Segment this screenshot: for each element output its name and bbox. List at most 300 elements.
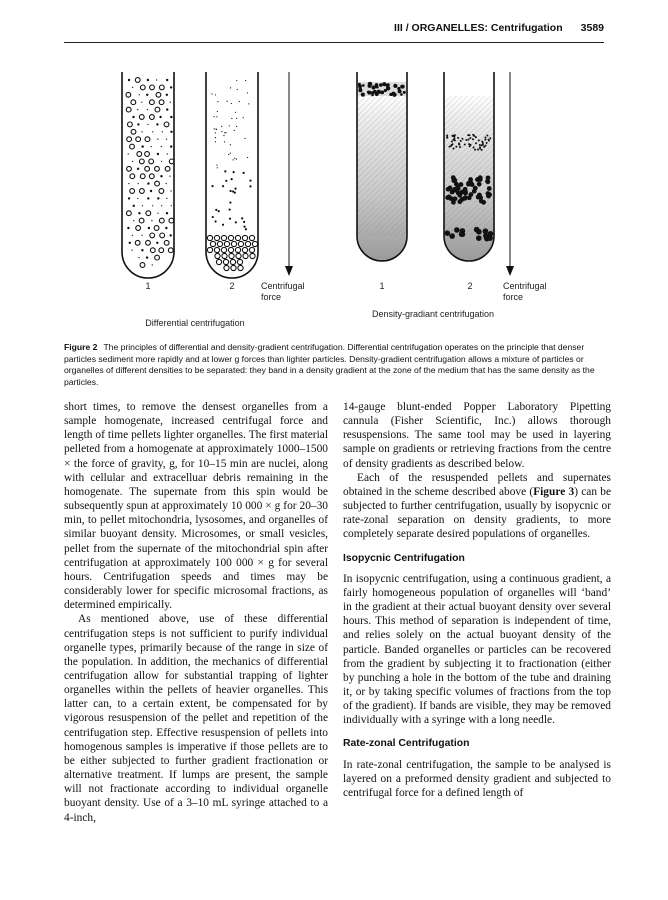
band-particle bbox=[484, 236, 490, 242]
diff-tube-1 bbox=[122, 72, 174, 278]
rate-zonal-heading: Rate-zonal Centrifugation bbox=[343, 738, 470, 750]
ring-particle bbox=[150, 233, 155, 238]
band-particle bbox=[488, 139, 490, 141]
fine-particle bbox=[162, 131, 163, 132]
fine-particle bbox=[132, 235, 133, 236]
sample-particle bbox=[398, 89, 402, 93]
dg-tube-1-label: 1 bbox=[379, 281, 385, 291]
dot-particle bbox=[132, 116, 134, 118]
band-particle bbox=[451, 175, 456, 180]
band-particle bbox=[486, 194, 491, 199]
dot-particle bbox=[234, 187, 236, 189]
pellet-particle bbox=[242, 247, 247, 252]
fine-particle bbox=[161, 205, 162, 206]
ring-particle bbox=[135, 240, 140, 245]
fine-particle bbox=[152, 264, 153, 265]
dot-particle bbox=[236, 126, 237, 127]
header-rule bbox=[64, 42, 604, 43]
right-column bbox=[343, 400, 611, 800]
band-particle bbox=[469, 181, 474, 186]
dot-particle bbox=[236, 158, 237, 159]
band-particle bbox=[462, 196, 467, 201]
band-particle bbox=[472, 138, 474, 140]
dg-tube-1-sample-layer bbox=[357, 82, 407, 97]
dot-particle bbox=[156, 123, 158, 125]
dot-particle bbox=[137, 123, 139, 125]
pellet-particle bbox=[215, 253, 220, 258]
band-particle bbox=[477, 182, 482, 187]
band-particle bbox=[459, 231, 465, 237]
figure-caption bbox=[64, 342, 612, 388]
fine-particle bbox=[141, 102, 142, 103]
dot-particle bbox=[237, 89, 238, 90]
ring-particle bbox=[140, 85, 145, 90]
ring-particle bbox=[149, 100, 154, 105]
sample-particle bbox=[389, 93, 392, 96]
ring-particle bbox=[164, 122, 169, 127]
right-paragraph-2-start: Each of the resuspended pellets and supernates obtained in the scheme described above ( bbox=[343, 471, 611, 498]
sample-particle bbox=[400, 93, 403, 96]
dot-particle bbox=[212, 216, 214, 218]
band-particle bbox=[486, 142, 488, 144]
fine-particle bbox=[166, 198, 167, 199]
dg-arrow-label-line2: force bbox=[503, 292, 524, 302]
dot-particle bbox=[129, 242, 131, 244]
pellet-particle bbox=[250, 253, 255, 258]
dot-particle bbox=[222, 185, 224, 187]
band-particle bbox=[455, 146, 457, 148]
running-head-section: III / ORGANELLES: Centrifugation bbox=[394, 22, 563, 34]
running-head bbox=[64, 22, 604, 40]
dot-particle bbox=[128, 197, 130, 199]
dot-particle bbox=[248, 103, 249, 104]
band-particle bbox=[454, 182, 459, 187]
dot-particle bbox=[127, 227, 129, 229]
ring-particle bbox=[146, 211, 151, 216]
dot-particle bbox=[243, 117, 244, 118]
ring-particle bbox=[155, 166, 160, 171]
band-particle bbox=[446, 135, 448, 137]
fine-particle bbox=[170, 190, 171, 191]
right-paragraph-2-end: ) can be subjected to further centrifugation, usually by isopycnic or rate-zonal separation on density gradients, to more completely separate desired populations of organelles. bbox=[343, 485, 612, 541]
fine-particle bbox=[128, 153, 129, 154]
ring-particle bbox=[159, 189, 164, 194]
fine-particle bbox=[137, 183, 138, 184]
dot-particle bbox=[229, 201, 231, 203]
band-particle bbox=[450, 145, 452, 147]
fine-particle bbox=[166, 139, 167, 140]
fine-particle bbox=[138, 257, 139, 258]
sample-particle bbox=[373, 90, 377, 94]
ring-particle bbox=[130, 144, 135, 149]
sample-particle bbox=[367, 91, 370, 94]
band-particle bbox=[486, 135, 488, 137]
dot-particle bbox=[214, 128, 215, 129]
band-particle bbox=[465, 139, 467, 141]
dot-particle bbox=[213, 116, 214, 117]
band-particle bbox=[451, 135, 453, 137]
ring-particle bbox=[159, 85, 164, 90]
band-particle bbox=[467, 134, 469, 136]
ring-particle bbox=[145, 137, 150, 142]
fine-particle bbox=[157, 139, 158, 140]
left-column bbox=[64, 400, 328, 825]
dot-particle bbox=[218, 210, 220, 212]
rate-zonal-paragraph: In rate-zonal centrifugation, the sample to be analysed is layered on a preformed density gradient and subjected to centrifugal force for a defined length of bbox=[343, 758, 611, 799]
fine-particle bbox=[139, 94, 140, 95]
band-particle bbox=[483, 228, 489, 234]
fine-particle bbox=[165, 183, 166, 184]
dot-particle bbox=[230, 152, 231, 153]
fine-particle bbox=[141, 131, 142, 132]
ring-particle bbox=[155, 107, 160, 112]
fine-particle bbox=[142, 205, 143, 206]
pellet-particle bbox=[228, 235, 233, 240]
band-particle bbox=[458, 142, 460, 144]
band-particle bbox=[474, 227, 480, 233]
dot-particle bbox=[233, 171, 235, 173]
dot-particle bbox=[166, 108, 168, 110]
band-particle bbox=[475, 142, 477, 144]
ring-particle bbox=[130, 174, 135, 179]
band-particle bbox=[479, 148, 481, 150]
dot-particle bbox=[224, 132, 225, 133]
pellet-particle bbox=[224, 265, 229, 270]
dot-particle bbox=[245, 228, 247, 230]
dot-particle bbox=[234, 192, 236, 194]
band-particle bbox=[451, 143, 453, 145]
sample-particle bbox=[368, 84, 372, 88]
dot-particle bbox=[169, 234, 171, 236]
pellet-particle bbox=[207, 247, 212, 252]
sample-particle bbox=[403, 91, 406, 94]
pellet-particle bbox=[224, 241, 229, 246]
band-particle bbox=[453, 137, 455, 139]
ring-particle bbox=[155, 181, 160, 186]
dot-particle bbox=[148, 227, 150, 229]
ring-particle bbox=[159, 100, 164, 105]
dot-particle bbox=[236, 118, 237, 119]
sample-particle bbox=[358, 84, 361, 87]
sample-particle bbox=[375, 85, 378, 88]
ring-particle bbox=[131, 100, 136, 105]
band-particle bbox=[469, 145, 471, 147]
fine-particle bbox=[151, 220, 152, 221]
dot-particle bbox=[211, 185, 213, 187]
dot-particle bbox=[170, 131, 172, 133]
dot-particle bbox=[217, 101, 218, 102]
ring-particle bbox=[140, 174, 145, 179]
dot-particle bbox=[215, 132, 216, 133]
band-particle bbox=[454, 227, 460, 233]
fine-particle bbox=[147, 109, 148, 110]
band-particle bbox=[463, 187, 468, 192]
sample-particle bbox=[401, 85, 405, 89]
dot-particle bbox=[227, 101, 228, 102]
fine-particle bbox=[156, 79, 157, 80]
dot-particle bbox=[141, 145, 143, 147]
dot-particle bbox=[215, 137, 216, 138]
dot-particle bbox=[235, 112, 236, 113]
pellet-particle bbox=[252, 241, 257, 246]
dot-particle bbox=[157, 197, 159, 199]
diff-tube-2-particles bbox=[207, 80, 257, 271]
ring-particle bbox=[136, 226, 141, 231]
dot-particle bbox=[146, 94, 148, 96]
dot-particle bbox=[243, 221, 245, 223]
pellet-particle bbox=[221, 235, 226, 240]
dot-particle bbox=[221, 126, 222, 127]
ring-particle bbox=[137, 152, 142, 157]
sample-particle bbox=[386, 86, 390, 90]
dg-tube-2-label: 2 bbox=[467, 281, 473, 291]
dg-tube-2 bbox=[444, 72, 494, 261]
band-particle bbox=[457, 199, 462, 204]
dot-particle bbox=[166, 94, 168, 96]
dot-particle bbox=[215, 129, 216, 130]
dg-tube-1 bbox=[357, 72, 407, 261]
ring-particle bbox=[145, 152, 150, 157]
pellet-particle bbox=[231, 241, 236, 246]
dot-particle bbox=[170, 145, 172, 147]
ring-particle bbox=[145, 166, 150, 171]
dot-particle bbox=[243, 172, 245, 174]
left-paragraph-1: short times, to remove the densest organelles from a sample homogenate, increased centrifugal force and length of time pellets lighter organelles. The first material pelleted from a homogenate at approximately 1000–1500 × the force of gravity, g, for 10–15 min are nuclei, along with cellular and extracelluar debris remaining in the homogenate. The supernate from this spin would be subsequently spun at approximately 10 000 × g for 20–30 min, to pellet mitochondria, lysosomes, and organelles of similar buoyant density. Microsomes, or small vesicles, pellet from the supernate of the mitochondrial spin after centrifugation at approximately 100 000 × g for several hours. Centrifugation speeds and times may be considerably lower for specific microsomal fractions, as determined empirically. bbox=[64, 401, 328, 612]
dot-particle bbox=[244, 138, 245, 139]
fine-particle bbox=[137, 198, 138, 199]
figure-3-reference: Figure 3 bbox=[533, 485, 575, 498]
pellet-particle bbox=[223, 259, 228, 264]
pellet-particle bbox=[231, 265, 236, 270]
band-particle bbox=[481, 200, 486, 205]
dot-particle bbox=[215, 141, 216, 142]
band-particle bbox=[457, 137, 459, 139]
fine-particle bbox=[171, 205, 172, 206]
dot-particle bbox=[138, 212, 140, 214]
dot-particle bbox=[224, 170, 226, 172]
band-particle bbox=[445, 230, 451, 236]
band-particle bbox=[451, 141, 453, 143]
ring-particle bbox=[130, 189, 135, 194]
band-particle bbox=[472, 189, 477, 194]
fine-particle bbox=[150, 146, 151, 147]
ring-particle bbox=[160, 233, 165, 238]
dot-particle bbox=[229, 190, 231, 192]
pellet-particle bbox=[242, 235, 247, 240]
pellet-particle bbox=[210, 241, 215, 246]
dot-particle bbox=[217, 111, 218, 112]
dot-particle bbox=[166, 79, 168, 81]
figure-2 bbox=[0, 60, 668, 350]
band-particle bbox=[469, 192, 474, 197]
dot-particle bbox=[223, 135, 224, 136]
band-particle bbox=[489, 137, 491, 139]
band-particle bbox=[481, 149, 483, 151]
dot-particle bbox=[247, 157, 248, 158]
pellet-particle bbox=[217, 241, 222, 246]
fine-particle bbox=[161, 161, 162, 162]
band-particle bbox=[484, 139, 486, 141]
isopycnic-paragraph: In isopycnic centrifugation, using a continuous gradient, a fairly homogeneous population of organelles will ‘band’ in the gradient at their actual buoyant density over several hours. This method of separation is independent of time, and relies solely on the actual buoyant density of the particle. Banded organelles or particles can be recovered from the gradient by subjecting it to fractionation (either by punching a hole in the bottom of the tube and draining it, or by taking specific volumes of fractions from the top of the gradient). If bands are visible, they may be removed individually with a syringe with a long needle. bbox=[343, 572, 611, 727]
ring-particle bbox=[139, 189, 144, 194]
ring-particle bbox=[165, 166, 170, 171]
dot-particle bbox=[225, 132, 226, 133]
diff-title: Differential centrifugation bbox=[145, 318, 245, 328]
dot-particle bbox=[229, 125, 230, 126]
pellet-particle bbox=[216, 259, 221, 264]
ring-particle bbox=[150, 115, 155, 120]
band-particle bbox=[487, 186, 492, 191]
band-particle bbox=[477, 149, 479, 151]
band-particle bbox=[461, 138, 463, 140]
dot-particle bbox=[243, 226, 245, 228]
dot-particle bbox=[147, 197, 149, 199]
dot-particle bbox=[133, 205, 135, 207]
sample-particle bbox=[379, 83, 383, 87]
ring-particle bbox=[127, 137, 132, 142]
band-particle bbox=[476, 235, 482, 241]
dot-particle bbox=[231, 118, 232, 119]
dot-particle bbox=[217, 167, 218, 168]
band-particle bbox=[464, 144, 466, 146]
page-number: 3589 bbox=[580, 22, 604, 34]
dot-particle bbox=[146, 256, 148, 258]
pellet-particle bbox=[235, 235, 240, 240]
dot-particle bbox=[247, 92, 248, 93]
fine-particle bbox=[132, 161, 133, 162]
figure-caption-text: The principles of differential and density-gradient centrifugation. Differential centrifugation operates on the principle that denser particles sediment more rapidly and at lower g forces than lighter particles. Density-gradient centrifugation allows a mixture of particles or organelles of different densities to be separated: they band in a density gradient at the zone of the medium that has the same density as the particles. bbox=[64, 342, 595, 387]
dot-particle bbox=[166, 212, 168, 214]
pellet-particle bbox=[238, 241, 243, 246]
sample-particle bbox=[362, 84, 365, 87]
dot-particle bbox=[249, 179, 251, 181]
dg-arrow-label-line1: Centrifugal bbox=[503, 281, 547, 291]
right-paragraph-1: 14-gauge blunt-ended Popper Laboratory Pipetting cannula (Fisher Scientific, Inc.) allows thorough resuspensions. The same tool may be used in layering sample on gradients or retrieving fractions from the centre of density gradients as described below. bbox=[343, 401, 611, 470]
dot-particle bbox=[216, 116, 217, 117]
fine-particle bbox=[131, 250, 132, 251]
fine-particle bbox=[152, 131, 153, 132]
ring-particle bbox=[139, 115, 144, 120]
dot-particle bbox=[228, 154, 229, 155]
ring-particle bbox=[149, 159, 154, 164]
ring-particle bbox=[150, 85, 155, 90]
ring-particle bbox=[156, 92, 161, 97]
band-particle bbox=[452, 187, 457, 192]
pellet-particle bbox=[249, 235, 254, 240]
band-particle bbox=[449, 233, 455, 239]
dot-particle bbox=[128, 79, 130, 81]
dot-particle bbox=[236, 80, 237, 81]
dot-particle bbox=[229, 208, 231, 210]
band-particle bbox=[446, 137, 448, 139]
dot-particle bbox=[249, 185, 251, 187]
band-particle bbox=[446, 187, 451, 192]
pellet-particle bbox=[228, 247, 233, 252]
diff-arrow-label-line1: Centrifugal bbox=[261, 281, 305, 291]
sample-particle bbox=[386, 84, 389, 87]
dot-particle bbox=[229, 218, 231, 220]
dot-particle bbox=[214, 220, 216, 222]
dot-particle bbox=[235, 221, 237, 223]
band-particle bbox=[484, 136, 486, 138]
dot-particle bbox=[137, 168, 139, 170]
band-particle bbox=[486, 175, 491, 180]
pellet-particle bbox=[222, 253, 227, 258]
band-particle bbox=[452, 148, 454, 150]
dot-particle bbox=[211, 93, 212, 94]
dot-particle bbox=[215, 94, 216, 95]
dot-particle bbox=[147, 182, 149, 184]
band-particle bbox=[453, 196, 458, 201]
dot-particle bbox=[231, 178, 233, 180]
band-particle bbox=[474, 149, 476, 151]
dot-particle bbox=[245, 80, 246, 81]
ring-particle bbox=[131, 129, 136, 134]
dot-particle bbox=[141, 249, 143, 251]
dot-particle bbox=[241, 217, 243, 219]
pellet-particle bbox=[214, 247, 219, 252]
pellet-particle bbox=[243, 253, 248, 258]
left-paragraph-2: As mentioned above, use of these differential centrifugation steps is not sufficient to purify individual organelle types, primarily because of the range in size of the population. In addition, the mechanics of differential centrifugation allow for substantial trapping of lighter organelles within the pellets of heavier organelles. This latter can, to a certain extent, be compensated for by vigorous resuspension of the pellet and repetition of the centrifugation step. Effective resuspension of pellets into homogenous samples is imperative if those pellets are to be either subjected to further gradient fractionation or alternative treatment. If lumps are present, the sample will not fractionate according to individual organelle buoyant density. Use of a 3–10 mL syringe attached to a 4-inch, bbox=[64, 613, 328, 824]
pellet-particle bbox=[230, 259, 235, 264]
dot-particle bbox=[150, 190, 152, 192]
dot-particle bbox=[239, 101, 240, 102]
fine-particle bbox=[132, 87, 133, 88]
ring-particle bbox=[135, 78, 140, 83]
fine-particle bbox=[141, 235, 142, 236]
fine-particle bbox=[157, 213, 158, 214]
band-particle bbox=[469, 137, 471, 139]
dot-particle bbox=[159, 116, 161, 118]
band-particle bbox=[481, 141, 483, 143]
band-particle bbox=[460, 140, 462, 142]
dot-particle bbox=[230, 87, 231, 88]
sample-particle bbox=[358, 88, 362, 92]
ring-particle bbox=[140, 263, 145, 268]
fine-particle bbox=[133, 220, 134, 221]
band-particle bbox=[459, 146, 461, 148]
ring-particle bbox=[139, 159, 144, 164]
ring-particle bbox=[164, 240, 169, 245]
dot-particle bbox=[170, 86, 172, 88]
fine-particle bbox=[161, 146, 162, 147]
ring-particle bbox=[155, 255, 160, 260]
fine-particle bbox=[167, 153, 168, 154]
dot-particle bbox=[234, 158, 235, 159]
band-particle bbox=[447, 195, 452, 200]
diff-tube-1-label: 1 bbox=[145, 281, 151, 291]
dot-particle bbox=[233, 159, 234, 160]
pellet-particle bbox=[245, 241, 250, 246]
ring-particle bbox=[169, 218, 174, 223]
sample-particle bbox=[393, 84, 397, 88]
dot-particle bbox=[230, 144, 231, 145]
ring-particle bbox=[159, 248, 164, 253]
fine-particle bbox=[169, 176, 170, 177]
ring-particle bbox=[168, 248, 173, 253]
diff-arrow-label-line2: force bbox=[261, 292, 282, 302]
sample-particle bbox=[371, 85, 375, 89]
dg-force-arrow bbox=[506, 72, 514, 276]
ring-particle bbox=[159, 218, 164, 223]
dg-title: Density-gradiant centrifugation bbox=[371, 309, 495, 319]
ring-particle bbox=[149, 174, 154, 179]
ring-particle bbox=[139, 218, 144, 223]
ring-particle bbox=[150, 248, 155, 253]
figure-caption-label: Figure 2 bbox=[64, 342, 98, 352]
pellet-particle bbox=[238, 265, 243, 270]
fine-particle bbox=[170, 102, 171, 103]
